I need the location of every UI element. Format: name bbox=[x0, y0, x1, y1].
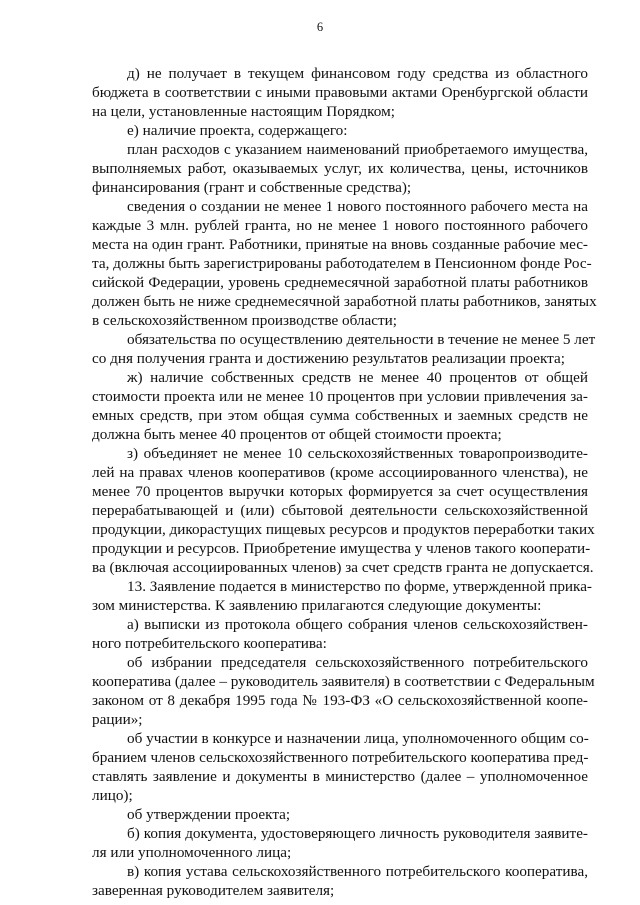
text-line: лей на правах членов кооперативов (кроме ассоциированного членства), не bbox=[92, 464, 588, 481]
text-line: зом министерства. К заявлению прилагаются следующие документы: bbox=[92, 597, 542, 614]
text-line: об избрании председателя сельскохозяйственного потребительского bbox=[127, 654, 588, 671]
text-line: заверенная руководителем заявителя; bbox=[92, 882, 335, 899]
text-line: должен быть не ниже среднемесячной заработной платы работников, занятых bbox=[92, 293, 597, 310]
text-line: бюджета в соответствии с иными правовыми актами Оренбургской области bbox=[92, 84, 588, 101]
text-line: е) наличие проекта, содержащего: bbox=[127, 122, 348, 139]
text-line: на цели, установленные настоящим Порядком; bbox=[92, 103, 395, 120]
text-line: каждые 3 млн. рублей гранта, но не менее 1 нового постоянного рабочего bbox=[92, 217, 588, 234]
text-line: места на один грант. Работники, принятые на вновь созданные рабочие мес- bbox=[92, 236, 588, 253]
text-line: законом от 8 декабря 1995 года № 193-ФЗ «О сельскохозяйственной коопе- bbox=[92, 692, 588, 709]
text-line: продукции, дикорастущих пищевых ресурсов и продуктов переработки таких bbox=[92, 521, 595, 538]
text-line: емных средств, при этом общая сумма собственных и заемных средств не bbox=[92, 407, 588, 424]
text-line: ного потребительского кооператива: bbox=[92, 635, 327, 652]
text-line: обязательства по осуществлению деятельности в течение не менее 5 лет bbox=[127, 331, 596, 348]
text-line: бранием членов сельскохозяйственного потребительского кооператива пред- bbox=[92, 749, 589, 766]
text-line: ж) наличие собственных средств не менее 40 процентов от общей bbox=[127, 369, 588, 386]
text-line: лицо); bbox=[92, 787, 133, 804]
text-line: сийской Федерации, уровень среднемесячной заработной платы работников bbox=[92, 274, 588, 291]
text-line: б) копия документа, удостоверяющего личность руководителя заявите- bbox=[127, 825, 588, 842]
text-line: ставлять заявление и документы в министерство (далее – уполномоченное bbox=[92, 768, 588, 785]
text-line: рации»; bbox=[92, 711, 143, 728]
text-line: перерабатывающей и (или) сбытовой деятельности сельскохозяйственной bbox=[92, 502, 588, 519]
text-line: сведения о создании не менее 1 нового постоянного рабочего места на bbox=[127, 198, 588, 215]
text-line: план расходов с указанием наименований приобретаемого имущества, bbox=[127, 141, 588, 158]
text-line: стоимости проекта или не менее 10 процентов при условии привлечения за- bbox=[92, 388, 588, 405]
text-line: менее 70 процентов выручки которых формируется за счет осуществления bbox=[92, 483, 588, 500]
text-line: об участии в конкурсе и назначении лица, уполномоченного общим со- bbox=[127, 730, 589, 747]
text-line: кооператива (далее – руководитель заявителя) в соответствии с Федеральным bbox=[92, 673, 595, 690]
page-number: 6 bbox=[316, 20, 324, 34]
text-line: продукции и ресурсов. Приобретение имущества у членов такого кооперати- bbox=[92, 540, 591, 557]
text-line: в) копия устава сельскохозяйственного потребительского кооператива, bbox=[127, 863, 588, 880]
text-line: 13. Заявление подается в министерство по форме, утвержденной прика- bbox=[127, 578, 592, 595]
text-line: а) выписки из протокола общего собрания членов сельскохозяйствен- bbox=[127, 616, 588, 633]
text-line: об утверждении проекта; bbox=[127, 806, 291, 823]
text-line: в сельскохозяйственном производстве области; bbox=[92, 312, 397, 329]
text-line: та, должны быть зарегистрированы работодателем в Пенсионном фонде Рос- bbox=[92, 255, 592, 272]
text-line: должна быть менее 40 процентов от общей стоимости проекта; bbox=[92, 426, 502, 443]
text-line: выполняемых работ, оказываемых услуг, их количества, цены, источников bbox=[92, 160, 588, 177]
text-line: з) объединяет не менее 10 сельскохозяйственных товаропроизводите- bbox=[127, 445, 588, 462]
text-line: д) не получает в текущем финансовом году средства из областного bbox=[127, 65, 588, 82]
text-line: ля или уполномоченного лица; bbox=[92, 844, 292, 861]
text-line: со дня получения гранта и достижению результатов реализации проекта; bbox=[92, 350, 565, 367]
text-line: финансирования (грант и собственные средства); bbox=[92, 179, 412, 196]
text-line: ва (включая ассоциированных членов) за счет средств гранта не допускается. bbox=[92, 559, 594, 576]
